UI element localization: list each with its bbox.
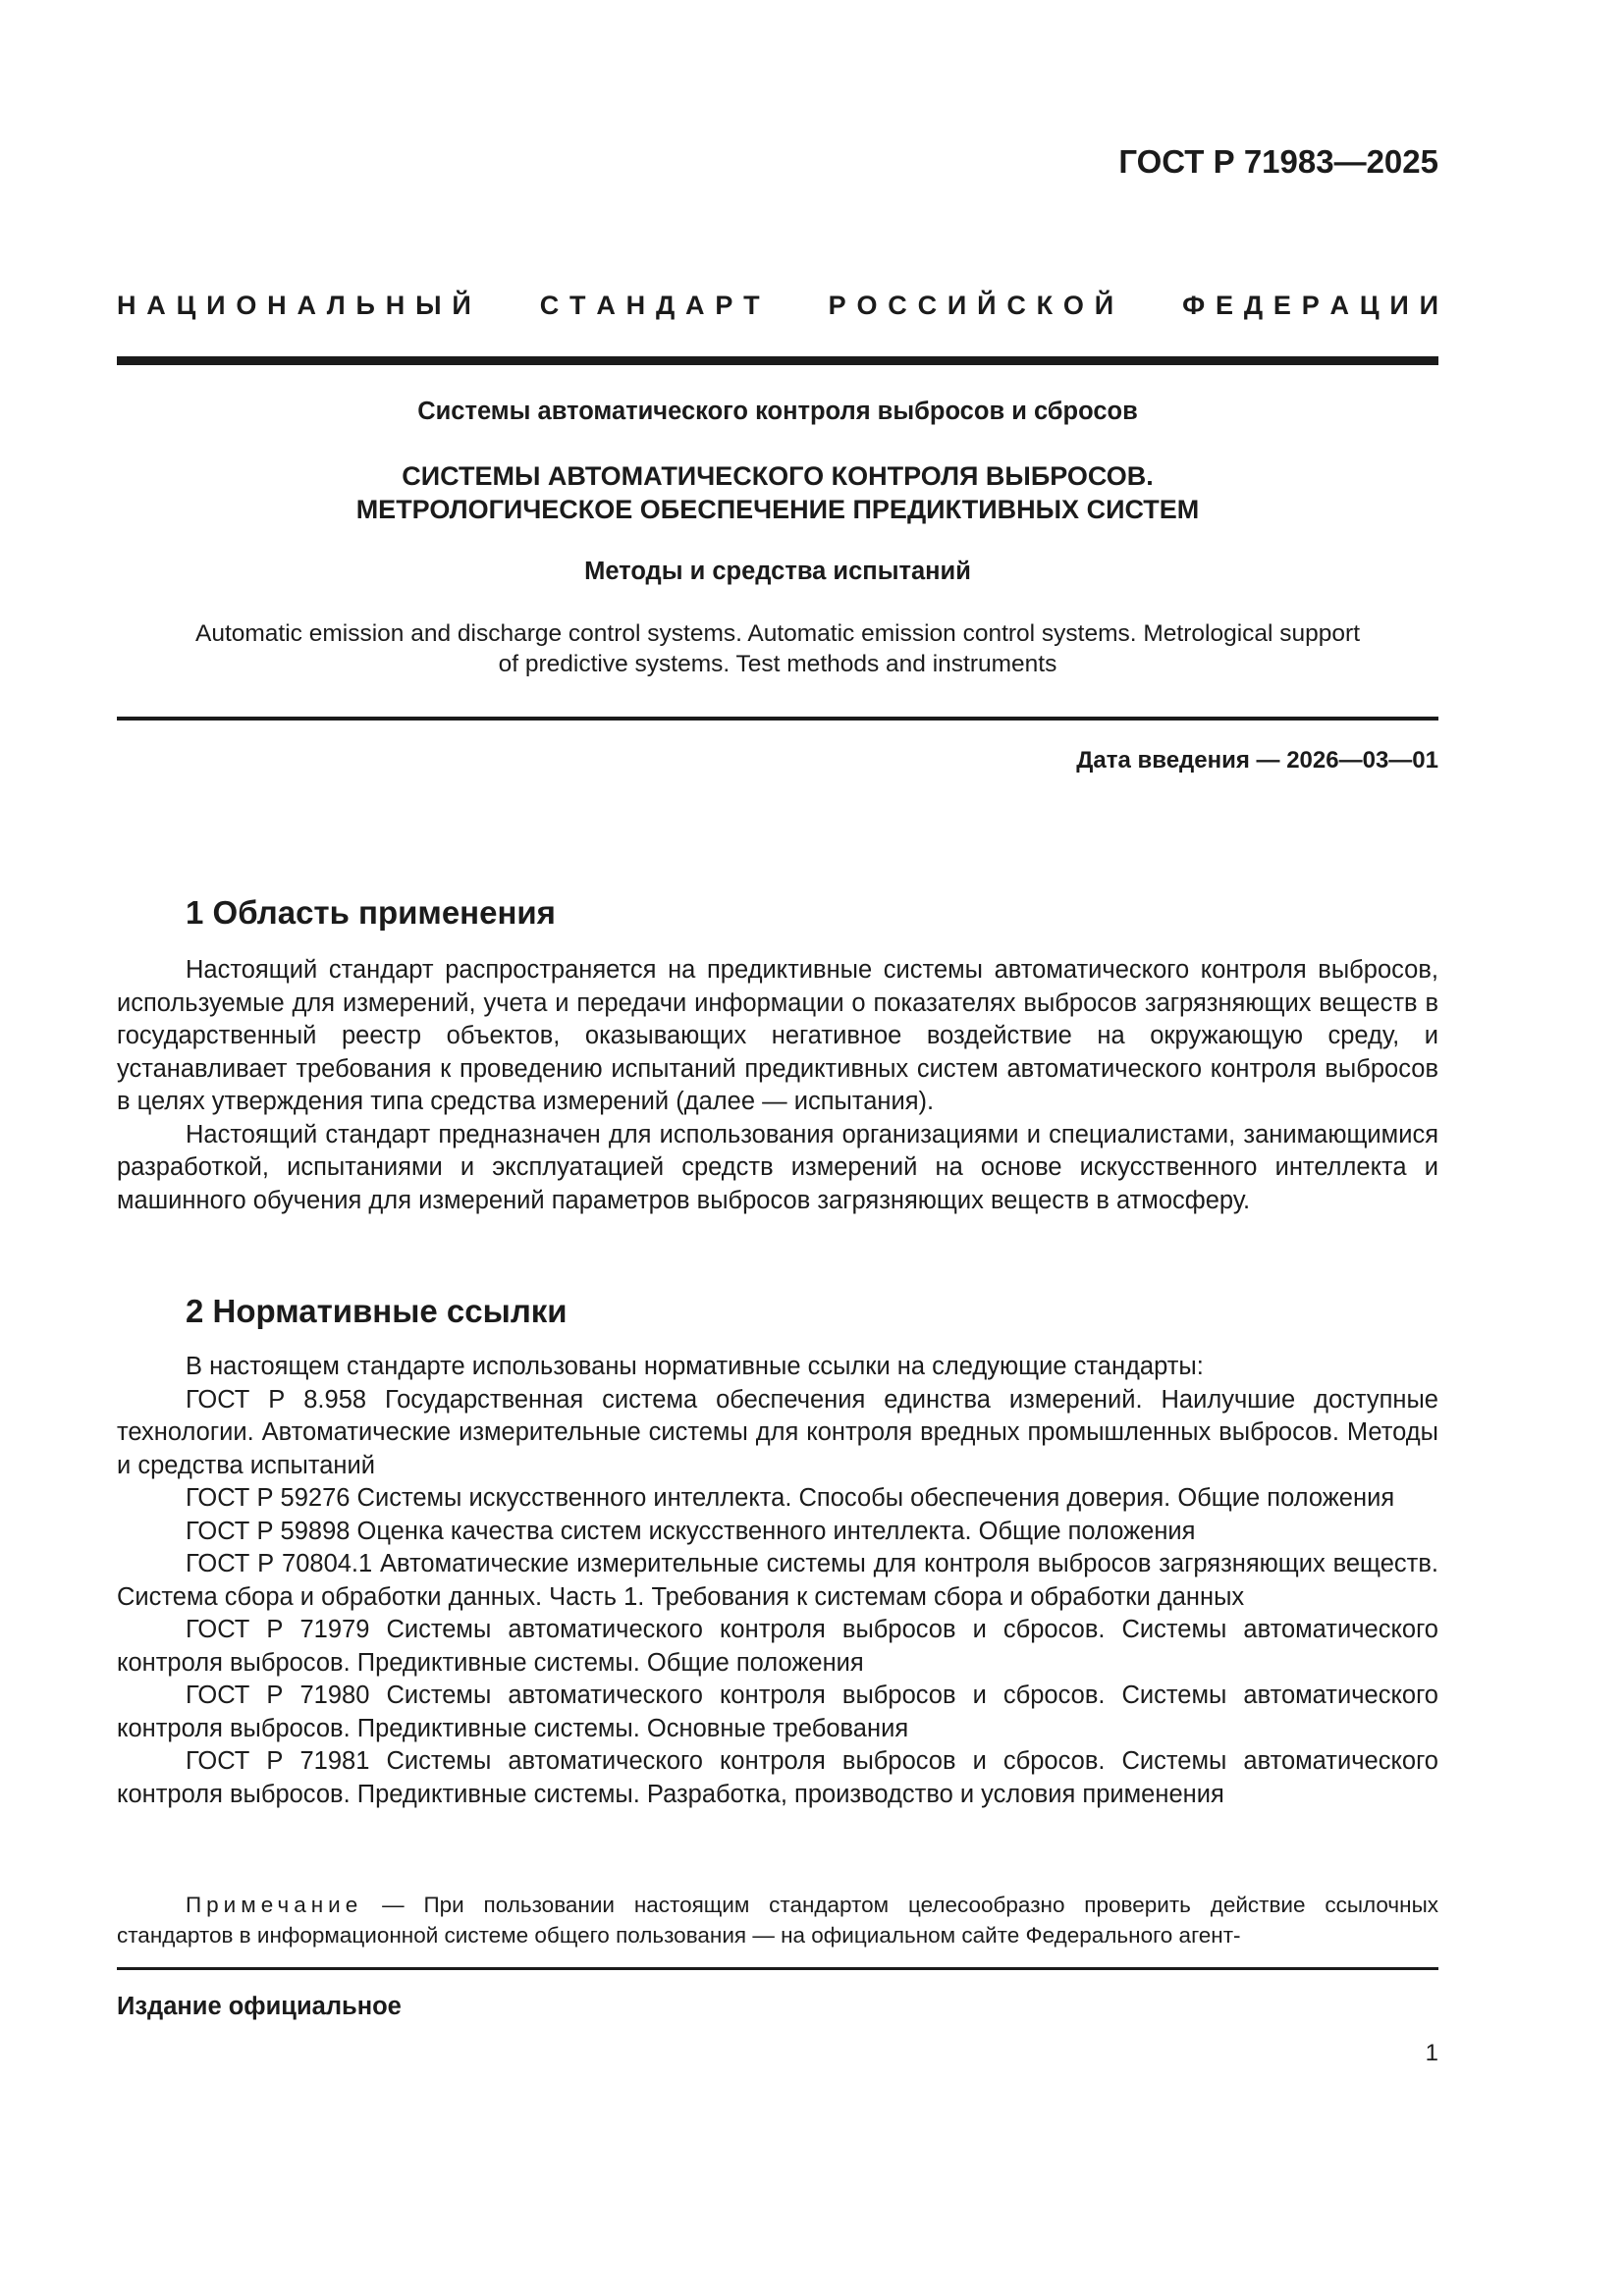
introduction-date: Дата введения — 2026—03—01 [1076,747,1438,774]
reference-item: ГОСТ Р 8.958 Государственная система обеспечения единства измерений. Наилучшие доступные технологии. Автоматические измерительные системы для контроля вредных промышленных выбросов. Методы и средства испытаний [117,1385,1438,1479]
footer-divider [117,1967,1438,1970]
national-word: Н А Ц И О Н А Л Ь Н Ы Й [117,291,471,320]
main-title-line: СИСТЕМЫ АВТОМАТИЧЕСКОГО КОНТРОЛЯ ВЫБРОСОВ. [402,461,1154,491]
header-divider [117,356,1438,365]
section-heading-scope: 1 Область применения [186,894,556,931]
paragraph: Настоящий стандарт распространяется на предиктивные системы автоматического контроля выбросов, используемые для измерений, учета и передачи информации о показателях выбросов загрязняющих веществ в государственный реестр объектов, оказывающих негативное воздействие на окружающую среду, и устанавливает требования к проведению испытаний предиктивных систем автоматического контроля выбросов в целях утверждения типа средства измерений (далее — испытания). [117,956,1438,1115]
references-body [117,1351,1438,1811]
edition-label: Издание официальное [117,1993,402,2020]
gost-code: ГОСТ Р 71983—2025 [1118,143,1438,180]
reference-item: ГОСТ Р 71979 Системы автоматического контроля выбросов и сбросов. Системы автоматического контроля выбросов. Предиктивные системы. Общие положения [117,1616,1438,1677]
english-title-line: of predictive systems. Test methods and instruments [498,651,1057,677]
main-title-line: МЕТРОЛОГИЧЕСКОЕ ОБЕСПЕЧЕНИЕ ПРЕДИКТИВНЫХ СИСТЕМ [355,495,1200,524]
subtitle-ru: Системы автоматического контроля выбросов и сбросов [417,398,1138,425]
section-heading-references: 2 Нормативные ссылки [186,1293,568,1329]
paragraph: Настоящий стандарт предназначен для использования организациями и специалистами, занимающимися разработкой, испытаниями и эксплуатацией средств измерений на основе искусственного интеллекта и машинного обучения для измерений параметров выбросов загрязняющих веществ в атмосферу. [117,1120,1438,1214]
main-title [117,459,1438,526]
national-word: Р О С С И Й С К О Й [828,291,1114,320]
english-title [177,618,1379,679]
national-word: Ф Е Д Е Р А Ц И И [1182,291,1438,320]
reference-item: ГОСТ Р 70804.1 Автоматические измерительные системы для контроля выбросов загрязняющих веществ. Система сбора и обработки данных. Часть 1. Требования к системам сбора и обработки данных [117,1550,1438,1611]
note-label: Примечание [186,1893,363,1917]
english-title-line: Automatic emission and discharge control systems. Automatic emission control systems. Metrological support [194,620,1360,647]
reference-item: ГОСТ Р 71980 Системы автоматического контроля выбросов и сбросов. Системы автоматического контроля выбросов. Предиктивные системы. Основные требования [117,1682,1438,1742]
national-word: С Т А Н Д А Р Т [539,291,760,320]
title-divider [117,717,1438,721]
reference-item: ГОСТ Р 59898 Оценка качества систем искусственного интеллекта. Общие положения [186,1517,1196,1545]
note-text: — При пользовании настоящим стандартом целесообразно проверить действие ссылочных стандартов в информационной системе общего пользования — на официальном сайте Федерального агент- [117,1893,1438,1948]
reference-item: ГОСТ Р 71981 Системы автоматического контроля выбросов и сбросов. Системы автоматического контроля выбросов. Предиктивные системы. Разработка, производство и условия применения [117,1747,1438,1808]
reference-item: ГОСТ Р 59276 Системы искусственного интеллекта. Способы обеспечения доверия. Общие положения [186,1484,1395,1512]
methods-title: Методы и средства испытаний [584,558,971,585]
scope-body [117,954,1438,1217]
references-intro: В настоящем стандарте использованы нормативные ссылки на следующие стандарты: [186,1353,1204,1380]
note [117,1890,1438,1950]
national-standard-title [117,291,1438,321]
page-number: 1 [1425,2040,1438,2066]
